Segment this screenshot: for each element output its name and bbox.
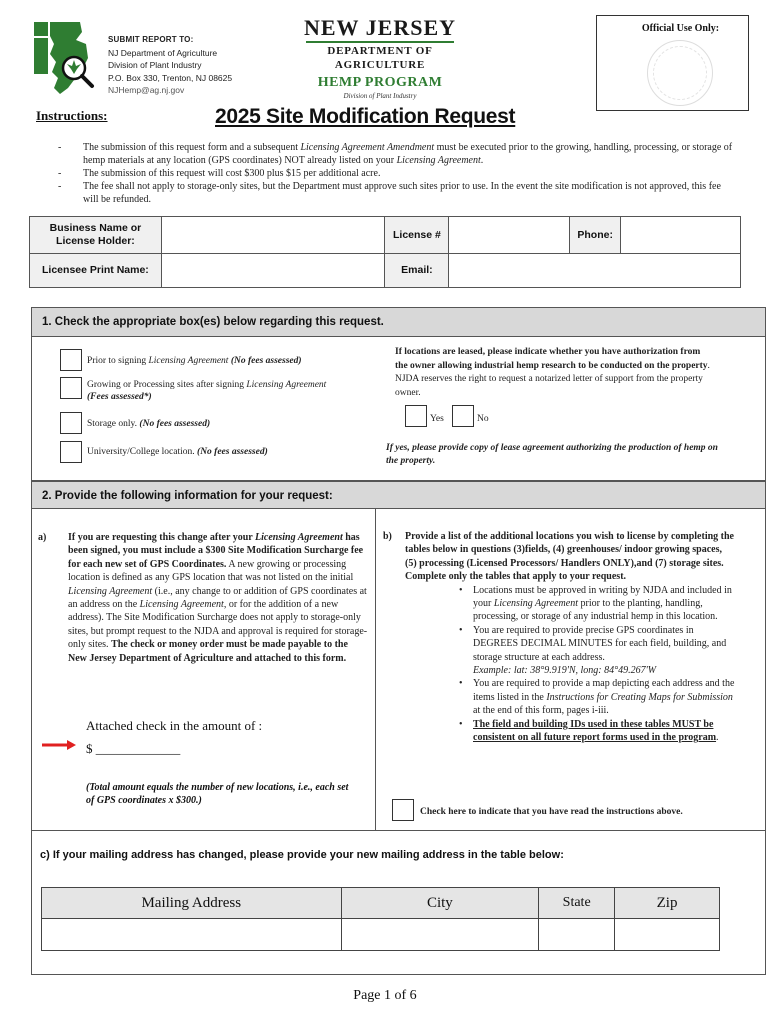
- nj-state-logo: [30, 18, 104, 98]
- email-label: Email:: [385, 254, 449, 288]
- lease-no-label: No: [477, 414, 489, 424]
- licensee-print-name-field[interactable]: [161, 254, 385, 288]
- lease-note: If yes, please provide copy of lease agreement authorizing the production of hemp on the property.: [386, 443, 718, 466]
- zip-column-header: Zip: [615, 888, 720, 919]
- prior-signing-label: Prior to signing Licensing Agreement (No fees assessed): [87, 356, 302, 366]
- university-location-checkbox[interactable]: [60, 441, 82, 463]
- section-1-heading: 1. Check the appropriate box(es) below regarding this request.: [31, 307, 766, 337]
- agency-line-4: Division of Plant Industry: [343, 92, 417, 100]
- submit-email[interactable]: NJHemp@ag.nj.gov: [108, 85, 185, 95]
- city-column-header: City: [341, 888, 539, 919]
- mailing-address-table: [41, 887, 720, 951]
- license-number-label: License #: [385, 217, 449, 254]
- red-arrow-icon: [41, 739, 77, 751]
- instruction-item: - The submission of this request form and a subsequent Licensing Agreement Amendment must be executed prior to the growing, handling, processing, or storage of hemp materials at any location (GPS coordinates) NOT already listed on your Licensing Agreement.: [58, 142, 733, 166]
- lease-yes-label: Yes: [430, 414, 444, 424]
- state-seal-inner-icon: [653, 46, 707, 100]
- submit-heading: SUBMIT REPORT TO:: [108, 35, 194, 44]
- instructions-label: Instructions:: [36, 108, 108, 123]
- section-2-heading: 2. Provide the following information for your request:: [31, 481, 766, 509]
- read-instructions-checkbox[interactable]: [392, 799, 414, 821]
- growing-processing-checkbox[interactable]: [60, 377, 82, 399]
- lease-no-checkbox[interactable]: [452, 405, 474, 427]
- growing-processing-label: Growing or Processing sites after signing Licensing Agreement (Fees assessed*): [87, 380, 327, 402]
- mailing-address-column-header: Mailing Address: [42, 888, 342, 919]
- location-rules-list: [383, 584, 735, 745]
- business-name-label: Business Name or License Holder:: [30, 217, 162, 254]
- instruction-item: - The fee shall not apply to storage-only sites, but the Department must approve such sites prior to use. In the event the site modification is not approved, this fee will be refunded.: [58, 181, 721, 205]
- check-amount-label: Attached check in the amount of :: [86, 718, 263, 733]
- location-rule-item: • Locations must be approved in writing by NJDA and included in your Licensing Agreement prior to the planting, handling, processing, or storage of any industrial hemp in this location.: [459, 584, 732, 623]
- surcharge-instructions: a) If you are requesting this change after your Licensing Agreement has been signed, you must include a $300 Site Modification Surcharge fee for each new set of GPS Coordinates. A new growing or processing location is defined as any GPS location that was not listed on the initial Licensing Agreement (i.e., any change to or addition of GPS coordinates at an address on the Licensing Agreement, or for the addition of a new address). The Site Modification Surcharge does not apply to storage-only sites, but prompt request to the NJDA and approval is required for storage-only sites. The check or money order must be made payable to the New Jersey Department of Agriculture and attached to this form.: [38, 532, 368, 664]
- agency-line-2: DEPARTMENT OF AGRICULTURE: [327, 45, 433, 71]
- location-rule-item: • You are required to provide a map depicting each address and the items listed in the Instructions for Creating Maps for Submission at the end of this form, pages i-iii.: [459, 678, 735, 717]
- location-rule-item: • The field and building IDs used in these tables MUST be consistent on all future report forms used in the program.: [459, 718, 719, 744]
- phone-label: Phone:: [570, 217, 621, 254]
- official-use-label: Official Use Only:: [641, 23, 720, 34]
- instruction-item: - The submission of this request will cost $300 plus $15 per additional acre.: [58, 168, 381, 179]
- state-column-header: State: [539, 888, 615, 919]
- prior-signing-checkbox[interactable]: [60, 349, 82, 371]
- zip-field[interactable]: [615, 919, 720, 951]
- submit-line: Division of Plant Industry: [108, 60, 202, 70]
- license-number-field[interactable]: [449, 217, 570, 254]
- agency-logo: [300, 16, 460, 101]
- submit-report-address: [108, 34, 232, 97]
- phone-field[interactable]: [621, 217, 741, 254]
- read-instructions-label: Check here to indicate that you have read the instructions above.: [420, 807, 683, 817]
- instructions-list: [58, 141, 738, 206]
- section-2-divider: [375, 509, 376, 831]
- university-location-label: University/College location. (No fees assessed): [87, 447, 268, 457]
- submit-line: P.O. Box 330, Trenton, NJ 08625: [108, 72, 233, 83]
- page-title: 2025 Site Modification Request: [215, 105, 516, 128]
- business-name-field[interactable]: [161, 217, 385, 254]
- email-field[interactable]: [449, 254, 741, 288]
- licensee-info-table: [29, 216, 741, 288]
- agency-rule: [306, 41, 454, 43]
- check-amount-field[interactable]: $ _____________: [86, 741, 181, 756]
- lease-yes-checkbox[interactable]: [405, 405, 427, 427]
- agency-line-3: HEMP PROGRAM: [317, 75, 443, 90]
- city-field[interactable]: [341, 919, 539, 951]
- page-number: Page 1 of 6: [353, 988, 417, 1003]
- mailing-address-heading: c) If your mailing address has changed, please provide your new mailing address in the table below:: [40, 849, 564, 861]
- lease-question: If locations are leased, please indicate whether you have authorization from the owner allowing industrial hemp research to be conducted on the property. NJDA reserves the right to request a notarized letter of support from the property owner.: [395, 347, 710, 398]
- agency-line-1: NEW JERSEY: [303, 15, 457, 40]
- location-rule-item: • You are required to provide precise GPS coordinates in DEGREES DECIMAL MINUTES for each field, building, and storage structure at each address. Example: lat: 38°9.919'N, long: 84°49.267'W: [459, 624, 727, 677]
- submit-line: NJ Department of Agriculture: [108, 47, 218, 58]
- total-amount-note: (Total amount equals the number of new locations, i.e., each set of GPS coordinates x $300.): [86, 782, 349, 806]
- mailing-address-field[interactable]: [42, 919, 342, 951]
- storage-only-checkbox[interactable]: [60, 412, 82, 434]
- storage-only-label: Storage only. (No fees assessed): [87, 419, 211, 429]
- state-field[interactable]: [539, 919, 615, 951]
- location-instructions: b) Provide a list of the additional locations you wish to license by completing the tables below in questions (3)fields, (4) greenhouses/ indoor growing spaces, (5) processing (Licensed Processors/ Handlers ONLY),and (7) storage sites. Complete only the tables that apply to your request. • Locations must be approved in writing by NJDA and included in your Licensing Agreement prior to the planting, handling, processing, or storage of any industrial hemp in this location. • You are required to provide precise GPS coordinates in DEGREES DECIMAL MINUTES for each field, building, and storage structure at each address. Example: lat: 38°9.919'N, long: 84°49.267'W • You are required to provide a map depicting each address and the items listed in the Instructions for Creating Maps for Submission at the end of this form, pages i-iii. • The field and building IDs used in these tables MUST be consistent on all future report forms used in the program.: [383, 531, 735, 744]
- official-use-box: [596, 15, 749, 111]
- licensee-print-name-label: Licensee Print Name:: [30, 254, 162, 288]
- nj-hemp-leaf-icon: [30, 18, 104, 98]
